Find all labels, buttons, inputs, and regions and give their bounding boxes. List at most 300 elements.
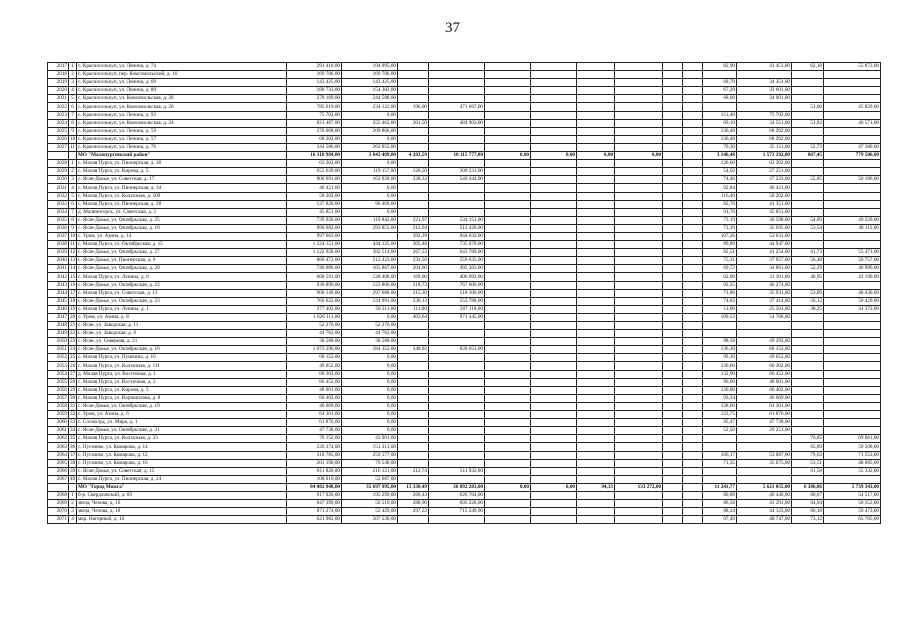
table-cell [683,95,703,103]
table-cell [824,111,881,119]
table-cell [663,289,683,297]
table-cell: 128,50 [398,168,429,176]
table-cell: 188 733,00 [287,87,342,95]
table-cell [485,79,531,87]
table-cell: с. Яган, ул. Северная, д. 21 [77,338,287,346]
table-cell [663,435,683,443]
table-cell: 76,85 [792,435,824,443]
table-cell: с. Малая Пурга, ул. Советская, д. 13 [77,289,287,297]
table-cell [531,281,577,289]
table-cell: 2068 [48,491,69,499]
table-cell: 16 [70,281,76,288]
table-cell: с. Малая Пурга, ул. Кирова, д. 5 [77,168,287,176]
table-cell [577,305,615,313]
table-cell: 2059 [48,411,69,419]
table-row [48,322,881,330]
table-cell [824,346,881,354]
table-cell [615,289,663,297]
table-cell: 23 [70,338,76,345]
table-row [48,143,881,151]
table-cell: 621 982,00 [287,516,342,524]
table-cell [531,257,577,265]
table-cell: 79,63 [792,451,824,459]
table-cell [485,127,531,135]
table-cell: 108 019,00 [287,475,342,483]
table-cell [663,467,683,475]
table-cell [683,483,703,491]
table-cell [683,491,703,499]
table-cell [824,192,881,200]
table-cell [615,208,663,216]
table-cell: 154 382,00 [342,87,398,95]
table-cell [663,370,683,378]
table-cell [531,143,577,151]
table-cell: 61 876,00 [737,411,792,419]
table-cell [577,103,615,111]
table-cell: с. Малая Пурга, ул. Колхозная, д. 33 [77,435,287,443]
table-cell: 50 757,00 [824,257,881,265]
table-cell: 3 [69,176,77,184]
table-cell: 75 702,00 [287,111,342,119]
table-cell [577,200,615,208]
table-cell [663,241,683,249]
table-cell [48,483,69,491]
table-cell: 61,73 [792,249,824,257]
table-cell [485,208,531,216]
table-cell [663,305,683,313]
table-cell: 37 414,00 [737,297,792,305]
table-cell: 52,50 [703,427,737,435]
table-cell: 0,00 [342,386,398,394]
table-cell [531,443,577,451]
table-cell [703,103,737,111]
table-cell: 2043 [48,281,69,289]
table-cell [824,330,881,338]
table-row [48,516,881,524]
table-cell [398,143,429,151]
table-cell: 37 233,00 [737,176,792,184]
table-cell [663,394,683,402]
table-cell [683,224,703,232]
table-cell [792,475,824,483]
table-cell [683,281,703,289]
table-cell: звезд. Чехова, д. 16 [77,500,287,508]
table-cell: с. Яган, ул. Заводская, д. 8 [77,330,287,338]
table-cell [69,152,77,160]
table-cell: с. Малая Пурга, ул. Ленина, д. 1 [77,305,287,313]
table-cell [683,411,703,419]
table-cell: 60 402,00 [287,394,342,402]
table-cell: 33 601,00 [737,87,792,95]
table-cell: с. Красноселькуп, пер. Комсомольский, д. 16 [77,71,287,79]
table-cell: 151,40 [703,111,737,119]
table-cell: 59 208,00 [824,443,881,451]
table-cell: 46 421,00 [287,184,342,192]
table-cell [792,402,824,410]
table-cell [398,322,429,330]
table-cell [429,338,485,346]
table-row [48,443,881,451]
table-cell: 216 121,00 [342,467,398,475]
table-cell: 54,50 [703,168,737,176]
table-cell: 38 588,00 [287,338,342,346]
table-cell [824,200,881,208]
table-cell [531,160,577,168]
table-cell: 860 472,00 [287,257,342,265]
table-cell: 43 901,00 [342,435,398,443]
table-cell [683,475,703,483]
table-cell [398,63,429,71]
table-cell [577,127,615,135]
table-cell: 2037 [48,232,69,240]
table-cell [615,281,663,289]
table-cell: 133 272,00 [615,483,663,491]
table-cell [429,160,485,168]
table-cell [683,313,703,321]
table-row [48,475,881,483]
table-cell [663,330,683,338]
table-cell: 52 276,00 [287,322,342,330]
table-cell [663,297,683,305]
table-cell: 0,00 [342,184,398,192]
table-cell [663,184,683,192]
table-cell [577,378,615,386]
table-cell [663,273,683,281]
table-cell [429,143,485,151]
table-cell [792,135,824,143]
table-cell: 11 241,77 [703,483,737,491]
table-cell [531,249,577,257]
table-cell: 2018 [48,71,69,79]
table-cell [737,443,792,451]
table-cell [531,394,577,402]
table-cell [663,411,683,419]
table-cell: 5 621 055,00 [737,483,792,491]
table-cell [615,241,663,249]
table-cell: 267,53 [398,249,429,257]
table-cell [703,330,737,338]
table-cell: 91,70 [703,208,737,216]
table-cell [824,378,881,386]
table-cell: 36 892 283,00 [429,483,485,491]
table-cell [615,111,663,119]
table-cell [531,208,577,216]
table-cell [663,192,683,200]
table-cell [663,265,683,273]
table-cell: 936 890,00 [287,281,342,289]
table-cell: 811 820,00 [287,467,342,475]
table-cell [485,224,531,232]
table-cell: 0,00 [342,313,398,321]
table-cell [531,216,577,224]
table-cell [485,71,531,79]
table-cell: 0,00 [485,152,531,160]
table-cell: 201 190,00 [287,459,342,467]
table-cell [577,297,615,305]
table-cell [615,297,663,305]
table-cell [485,427,531,435]
table-cell: 2022 [48,103,69,111]
table-cell: 695 228,00 [429,500,485,508]
table-cell: 35 675,00 [737,459,792,467]
table-cell: 119 842,00 [342,216,398,224]
table-cell: 2034 [48,208,69,216]
table-cell [792,378,824,386]
table-cell: 65,89 [792,443,824,451]
table-row [48,273,881,281]
table-cell [663,378,683,386]
table-cell: 4 [69,516,77,524]
table-cell [577,362,615,370]
table-cell: 2019 [48,79,69,87]
table-cell [531,386,577,394]
table-cell [615,516,663,524]
table-cell: 34 551,00 [737,119,792,127]
table-cell: 2053 [48,362,69,370]
table-cell: 55 471,00 [824,249,881,257]
table-cell: 297 688,00 [342,289,398,297]
table-cell [792,111,824,119]
table-cell [615,402,663,410]
table-cell [485,386,531,394]
table-cell [398,451,429,459]
table-cell: 2062 [48,435,69,443]
table-cell: 51,00 [703,305,737,313]
table-cell: 0,00 [342,427,398,435]
table-cell: 21 [70,322,76,329]
table-cell: 46 274,00 [737,281,792,289]
table-cell [615,216,663,224]
table-cell [683,427,703,435]
table-cell [485,451,531,459]
table-cell: 169 786,00 [342,71,398,79]
table-cell [792,192,824,200]
table-cell: 97,49 [703,516,737,524]
table-cell: 46,95 [792,273,824,281]
table-cell: мкр. Нагорный, д. 10 [77,516,287,524]
table-cell [485,273,531,281]
table-cell [663,95,683,103]
table-cell: с. Малая Пурга, ул. Пионерская, д. 30 [77,160,287,168]
table-cell: 169 786,00 [287,71,342,79]
table-cell [615,370,663,378]
table-cell: 2024 [48,119,69,127]
table-cell: 70,30 [703,143,737,151]
table-cell: 2045 [48,297,69,305]
table-cell [485,143,531,151]
table-cell [398,475,429,483]
table-cell: с. Красноселькуп, ул. Комсомольская, д. 24 [77,119,287,127]
table-cell [663,475,683,483]
table-cell [824,87,881,95]
table-row [48,71,881,79]
table-cell: с. Яган-Докья, ул. Октябрьская, д. 25 [77,216,287,224]
table-cell: 66 452,00 [737,370,792,378]
table-cell [663,322,683,330]
table-cell [663,135,683,143]
table-cell [663,459,683,467]
table-row [48,168,881,176]
table-cell [683,79,703,87]
table-cell [485,516,531,524]
table-cell: 2031 [48,184,69,192]
table-cell: 2027 [48,143,69,151]
table-cell: 507 530,00 [342,516,398,524]
table-cell [737,330,792,338]
table-cell [683,419,703,427]
table-row [48,152,881,160]
table-cell [577,459,615,467]
table-cell: 37 [70,451,76,458]
table-cell: 2050 [48,338,69,346]
table-cell: 0,00 [342,354,398,362]
table-cell [429,200,485,208]
table-cell: 66 452,00 [287,378,342,386]
table-cell [531,289,577,297]
table-cell [577,160,615,168]
table-cell [683,459,703,467]
table-cell: 559 635,00 [429,257,485,265]
table-cell: 74,83 [703,297,737,305]
table-cell [485,402,531,410]
table-cell: 767 000,00 [429,281,485,289]
table-cell [398,459,429,467]
table-cell [824,427,881,435]
table-cell: 82,51 [703,249,737,257]
table-cell: 4 203,59 [398,152,429,160]
table-row [48,224,881,232]
table-cell [663,208,683,216]
table-cell: 288,90 [398,500,429,508]
table-cell [577,289,615,297]
table-cell: 61 876,00 [287,419,342,427]
table-cell [577,143,615,151]
table-cell: 2038 [48,241,69,249]
table-cell [577,257,615,265]
table-cell [429,362,485,370]
table-cell: 2 [69,71,77,79]
table-cell [683,168,703,176]
table-cell [615,467,663,475]
table-cell [663,152,683,160]
table-cell: 106,17 [703,451,737,459]
table-cell [485,491,531,499]
table-cell [485,500,531,508]
table-cell: 54,89 [792,216,824,224]
table-cell: 64 301,00 [287,411,342,419]
table-cell [683,500,703,508]
table-cell [683,362,703,370]
table-cell [615,475,663,483]
table-cell: 10 115 777,00 [429,152,485,160]
table-cell [683,63,703,71]
table-cell: 51,83 [792,119,824,127]
table-cell: 68 202,00 [737,135,792,143]
table-cell: 800 691,00 [287,176,342,184]
table-cell: 30 [70,394,76,401]
table-cell: 64 301,00 [737,402,792,410]
table-cell: 2029 [48,168,69,176]
table-row [48,419,881,427]
table-cell: 41 351,00 [737,200,792,208]
table-cell: 305,46 [398,241,429,249]
table-cell [577,111,615,119]
table-cell: 318 785,00 [287,451,342,459]
table-cell: 15 [70,273,76,280]
table-cell [531,111,577,119]
table-cell: 46 421,00 [737,184,792,192]
table-cell: 8 [69,216,77,224]
table-cell [485,249,531,257]
table-cell: 50 519,00 [342,500,398,508]
table-cell: МО "Город Можга" [77,483,287,491]
table-cell: 119 157,00 [342,168,398,176]
table-cell: с. Красноселькуп, ул. Ленина, д. 69 [77,79,287,87]
table-cell: 821 487,00 [287,119,342,127]
table-cell [615,103,663,111]
table-cell [683,119,703,127]
table-row [48,297,881,305]
table-cell: 99,30 [703,354,737,362]
table-cell: 2048 [48,322,69,330]
table-cell: 2065 [48,459,69,467]
table-cell: 38 [70,459,76,466]
table-cell [824,71,881,79]
table-row [48,281,881,289]
table-cell: 143 425,00 [342,79,398,87]
table-cell [663,500,683,508]
table-cell [485,168,531,176]
table-cell [663,103,683,111]
table-cell [663,386,683,394]
table-cell: 50 186,00 [824,176,881,184]
table-cell [615,508,663,516]
table-cell [792,427,824,435]
table-cell: 344 586,00 [287,143,342,151]
table-cell [429,402,485,410]
table-cell: 259 577,00 [342,451,398,459]
table-cell [615,330,663,338]
table-cell: 60 302,00 [737,362,792,370]
table-cell: 890 082,00 [287,224,342,232]
table-cell: МО "Малопургинский район" [77,152,287,160]
table-cell: 2046 [48,305,69,313]
table-cell: 2041 [48,265,69,273]
table-cell: 740 080,00 [287,265,342,273]
table-cell [577,475,615,483]
table-cell: 45 851,00 [287,208,342,216]
table-cell [683,257,703,265]
table-cell [683,443,703,451]
table-cell: 2021 [48,95,69,103]
table-cell [485,232,531,240]
table-cell [615,346,663,354]
table-cell [683,354,703,362]
table-cell: 2035 [48,216,69,224]
table-cell: с. Уром, ул. Азина, д. 6 [77,411,287,419]
table-cell: 2026 [48,135,69,143]
table-cell [398,79,429,87]
table-cell: 348,92 [398,346,429,354]
table-cell: 63 302,00 [737,160,792,168]
table-cell [531,95,577,103]
table-cell [577,79,615,87]
table-cell: 40 [70,475,76,482]
table-cell: 26 [70,362,76,369]
table-cell: 34 372,00 [824,305,881,313]
table-cell [663,338,683,346]
table-cell [663,281,683,289]
